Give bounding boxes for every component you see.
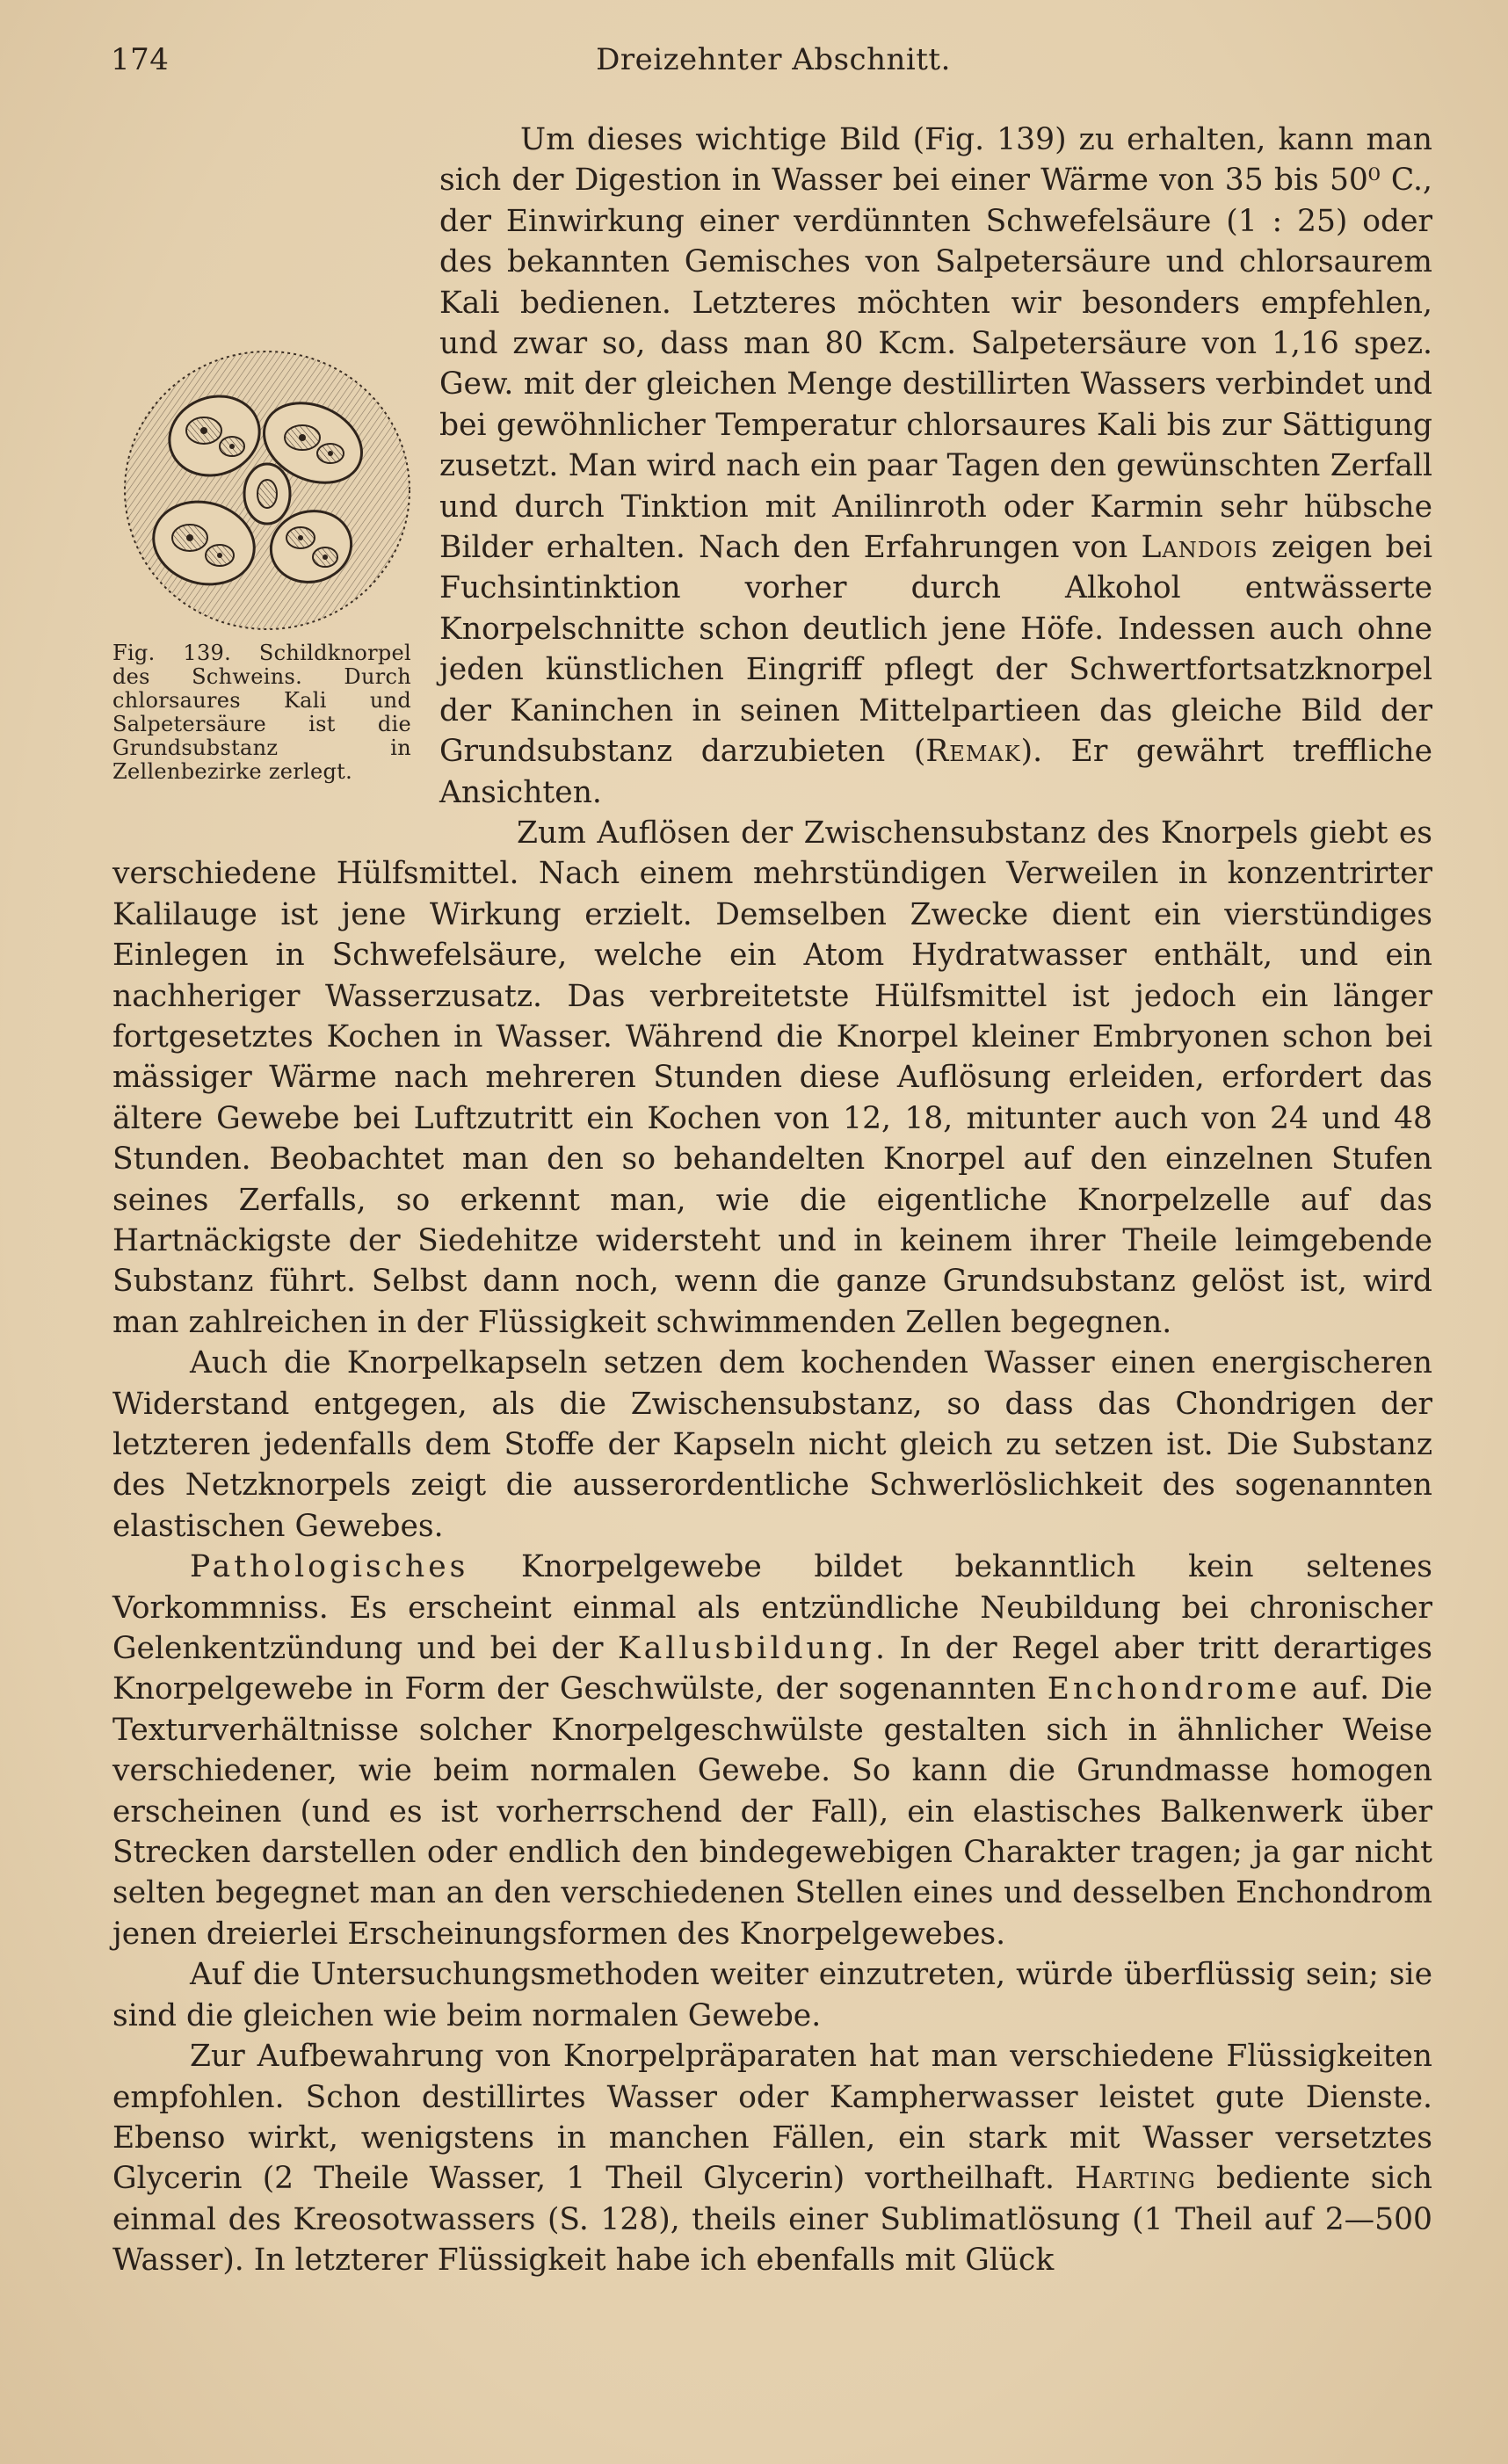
paragraph-1: Um dieses wichtige Bild (Fig. 139) zu erhalten, kann man sich der Digestion in Wasser bei einer Wärme von 35 bis 50⁰ C., der Einwirkung einer verdünnten Schwefelsäure (1 : 25) oder des bekannten Gemisches von Salpetersäure und chlorsaurem Kali bedienen. Letzteres möchten wir besonders empfehlen, und zwar so, dass man 80 Kcm. Salpetersäure von 1,16 spez. Gew. mit der gleichen Menge destillirten Wassers verbindet und bei gewöhnlicher Temperatur chlorsaures Kali bis zur Sättigung zusetzt. Man wird nach ein paar Tagen den gewünschten Zerfall und durch Tinktion mit Anilinroth oder Karmin sehr hübsche Bilder erhalten. Nach den Erfahrungen von Landois zeigen bei Fuchsintinktion vorher durch Alkohol entwässerte Knorpelschnitte schon deutlich jene Höfe. Indessen auch ohne jeden künstlichen Eingriff pflegt der Schwertfortsatzknorpel der Kaninchen in seinen Mittelpartieen das gleiche Bild der Grundsubstanz darzubieten (Remak). Er gewährt treffliche Ansichten. (439, 122, 1432, 810)
spaced-enchondrome: Enchondrome (1047, 1671, 1301, 1707)
paragraph-5: Auf die Untersuchungsmethoden weiter einzutreten, würde überflüssig sein; sie sind die gleichen wie beim normalen Gewebe. (112, 1957, 1432, 2033)
figure-139 (109, 120, 425, 830)
name-landois: Landois (1141, 530, 1258, 566)
name-remak: Remak (925, 734, 1021, 770)
page-number: 174 (111, 42, 170, 77)
running-head: Dreizehnter Abschnitt. (596, 42, 951, 77)
paragraph-4: Pathologisches Knorpelgewebe bildet bekanntlich kein seltenes Vorkommniss. Es erscheint einmal als entzündliche Neubildung bei chronischer Gelenkentzündung und bei der Kallusbildung. In der Regel aber tritt derartiges Knorpelgewebe in Form der Geschwülste, der sogenannten Enchondrome auf. Die Texturverhältnisse solcher Knorpelgeschwülste gestalten sich in ähnlicher Weise verschiedener, wie beim normalen Gewebe. So kann die Grundmasse homogen erscheinen (und es ist vorherrschend der Fall), ein elastisches Balkenwerk über Strecken darstellen oder endlich den bindegewebigen Charakter tragen; ja gar nicht selten begegnet man an den verschiedenen Stellen eines und desselben Enchondrom jenen dreierlei Erscheinungsformen des Knorpelgewebes. (112, 1549, 1432, 1952)
spaced-kallusbildung: Kallusbildung (617, 1631, 876, 1667)
paragraph-3: Auch die Knorpelkapseln setzen dem kochenden Wasser einen energischeren Widerstand entgegen, als die Zwischensubstanz, so dass das Chondrigen der letzteren jedenfalls dem Stoffe der Kapseln nicht gleich zu setzen ist. Die Substanz des Netzknorpels zeigt die ausserordentliche Schwerlöslichkeit des sogenannten elastischen Gewebes. (112, 1345, 1432, 1544)
figure-caption: Fig. 139. Schildknorpel des Schweins. Durch chlorsaures Kali und Salpetersäure ist die Grundsubstanz in Zellenbezirke zerlegt. (112, 641, 411, 784)
spaced-pathologisches: Pathologisches (190, 1549, 469, 1585)
paragraph-2: Zum Auflösen der Zwischensubstanz des Knorpels giebt es verschiedene Hülfsmittel. Nach einem mehrstündigen Verweilen in konzentrirter Kalilauge ist jene Wirkung erzielt. Demselben Zwecke dient ein vierstündiges Einlegen in Schwefelsäure, welche ein Atom Hydratwasser enthält, und ein nachheriger Wasserzusatz. Das verbreitetste Hülfsmittel ist jedoch ein länger fortgesetztes Kochen in Wasser. Während die Knorpel kleiner Embryonen schon bei mässiger Wärme nach mehreren Stunden diese Auflösung erleiden, erfordert das ältere Gewebe bei Luftzutritt ein Kochen von 12, 18, mitunter auch von 24 und 48 Stunden. Beobachtet man den so behandelten Knorpel auf den einzelnen Stufen seines Zerfalls, so erkennt man, wie die eigentliche Knorpelzelle auf das Hartnäckigste der Siedehitze widersteht und in keinem ihrer Theile leimgebende Substanz führt. Selbst dann noch, wenn die ganze Grundsubstanz gelöst ist, wird man zahlreichen in der Flüssigkeit schwimmenden Zellen begegnen. (112, 815, 1432, 1340)
name-harting: Harting (1075, 2161, 1196, 2197)
page-header (111, 42, 1436, 83)
body-text (112, 120, 1432, 2281)
cartilage-illustration (118, 339, 417, 638)
paragraph-6: Zur Aufbewahrung von Knorpelpräparaten hat man verschiedene Flüssigkeiten empfohlen. Schon destillirtes Wasser oder Kampherwasser leistet gute Dienste. Ebenso wirkt, wenigstens in manchen Fällen, ein stark mit Wasser versetztes Glycerin (2 Theile Wasser, 1 Theil Glycerin) vortheilhaft. Harting bediente sich einmal des Kreosotwassers (S. 128), theils einer Sublimatlösung (1 Theil auf 2—500 Wasser). In letzterer Flüssigkeit habe ich ebenfalls mit Glück (112, 2039, 1432, 2279)
